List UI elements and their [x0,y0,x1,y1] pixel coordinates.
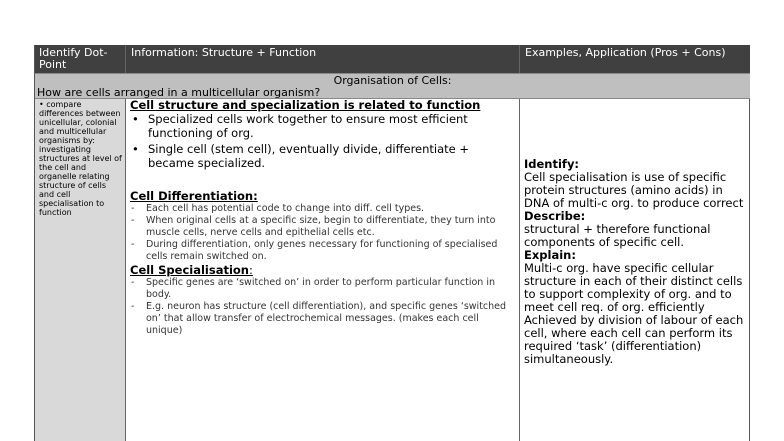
heading-differentiation: Cell Differentiation: [130,189,258,203]
header-information: Information: Structure + Function [131,46,317,59]
list-item: - E.g. neuron has structure (cell differentiation), and specific genes ‘switched on’ that allow transfer of electrochemical messages. (makes each cell unique) [131,301,507,336]
list-item: - During differentiation, only genes necessary for functioning of specialised cells remain switched on. [131,239,498,262]
identify-text: Cell specialisation is use of specific protein structures (amino acids) in DNA of multi-c org. to produce correct [524,170,744,210]
heading-specialisation: Cell Specialisation: [130,263,253,277]
section-title: Organisation of Cells: [333,74,452,87]
list-item: - Each cell has potential code to change into diff. cell types. [131,203,425,214]
list-item: • Specialized cells work together to ensure most efficient functioning of org. [132,112,468,140]
notes-table [34,45,750,441]
dot-point-text: • compare differences between unicellular, colonial and multicellular organisms by: investigating structures at level of the cell and organelle relating structure of cells and cell specialisation to function [39,100,122,217]
explain-label: Explain: [524,248,576,262]
list-item: - When original cells at a specific size, begin to differentiate, they turn into muscle cells, nerve cells and epithelial cells etc. [131,215,496,238]
list-item: - Specific genes are ‘switched on’ in order to perform particular function in body. [131,277,495,300]
divider [125,45,126,73]
header-identify-dot-point: Identify Dot-Point [39,46,108,71]
section-band [35,73,750,99]
header-examples: Examples, Application (Pros + Cons) [525,46,726,59]
heading-structure-function: Cell structure and specialization is related to function [130,98,481,112]
table-header-row [35,45,750,73]
section-question: How are cells arranged in a multicellular organism? [37,86,321,99]
dot-point-cell [35,99,125,441]
identify-label: Identify: [524,157,580,171]
divider [519,45,520,73]
describe-label: Describe: [524,209,586,223]
information-cell [126,99,519,441]
examples-cell [520,99,750,441]
describe-text: structural + therefore functional components of specific cell. [524,222,711,249]
explain-text: Multi-c org. have specific cellular structure in each of their distinct cells to support complexity of org. and to meet cell req. of org. efficiently Achieved by division of labour of each cell, where each cell can perform its required ‘task’ (differentiation) simultaneously. [524,261,744,366]
list-item: • Single cell (stem cell), eventually divide, differentiate + became specialized. [132,142,470,170]
